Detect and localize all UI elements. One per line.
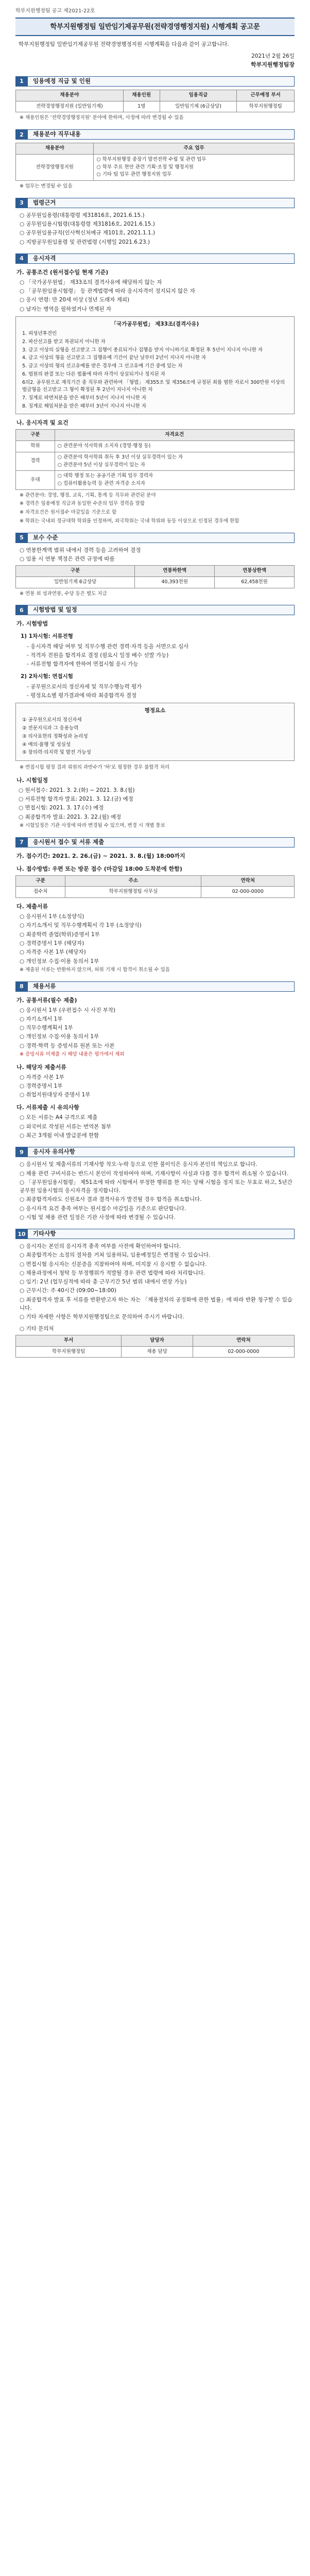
list-item: - 응시자격 해당 여부 및 직무수행 관련 경력·자격 등을 서면으로 심사	[27, 643, 189, 650]
stage-title: 2) 2차시험: 면접시험	[21, 673, 73, 680]
section-note: ※ 제출된 서류는 반환하지 않으며, 허위 기재 시 합격이 취소될 수 있음	[20, 967, 170, 973]
list-item: - 공무원으로서의 정신자세 및 직무수행능력 평가	[27, 683, 142, 690]
list-item: ○ 경력증명서 1부 (해당자)	[20, 940, 84, 946]
cautions-list	[20, 1160, 295, 1222]
misc-list	[20, 1242, 295, 1321]
table-cell: ○ 관련분야 석사학위 소지자 (경영·행정 등)	[55, 441, 294, 452]
section-3	[15, 198, 295, 246]
section-1-header	[15, 76, 295, 87]
section-title: 시험방법 및 일정	[28, 605, 295, 615]
list-item: ○ 자격증 사본 1부 (해당자)	[20, 949, 86, 956]
duties-table	[15, 143, 295, 181]
section-note: ※ 자격요건은 원서접수 마감일을 기준으로 함	[20, 510, 117, 516]
required-docs-list	[20, 1006, 295, 1050]
section-note: ※ 관련분야: 경영, 행정, 교육, 기획, 통계 등 직무와 관련된 분야	[20, 492, 156, 498]
section-title: 법령근거	[28, 198, 295, 208]
section-1	[15, 76, 295, 122]
list-item: ○ 자기소개서 1부	[20, 1015, 63, 1022]
table-header: 연봉하한액	[135, 566, 215, 577]
submission-table	[15, 875, 295, 898]
stage1-list	[20, 642, 295, 669]
table-header: 구분	[16, 566, 135, 577]
table-cell: ○ 대학 행정 또는 공공기관 기획 업무 경력자 ○ 컴퓨터활용능력 등 관련 자격증 소지자	[55, 471, 294, 489]
list-item: ○ 응시원서 1부 (우편접수 시 사진 부착)	[20, 1007, 116, 1013]
table-header: 담당자	[122, 1335, 193, 1346]
section-title: 채용분야 직무내용	[28, 129, 295, 140]
section-title: 임용예정 직급 및 인원	[28, 76, 295, 87]
list-item: ○ 직무수행계획서 1부	[20, 1025, 73, 1031]
doc-notes-list	[20, 1113, 295, 1140]
subsection-title: 나. 시험일정	[16, 776, 48, 784]
section-number: 7	[15, 837, 28, 848]
stage2-list	[20, 683, 295, 700]
list-item: ○ 지방공무원임용령 및 관련법령 (시행일 2021.6.23.)	[20, 239, 150, 245]
box-title: 평정요소	[144, 707, 166, 714]
section-7	[15, 837, 295, 974]
section-5-header	[15, 533, 295, 543]
duties-cell	[94, 154, 295, 180]
list-item: ○ 공무원임용시험령(대통령령 제31816호, 2021.6.15.)	[20, 221, 155, 228]
section-4	[15, 253, 295, 526]
duty-item: ○ 기타 팀 업무 관련 행정지원 업무	[96, 172, 172, 178]
law-list	[20, 211, 295, 246]
section-9-header	[15, 1147, 295, 1157]
issuer-name: 학부지원행정팀장	[250, 61, 295, 68]
salary-table	[15, 565, 295, 588]
intro-text: 학부지원행정팀 일반임기제공무원 전략경영행정지원 시행계획을 다음과 같이 공고합니다.	[19, 41, 229, 48]
contact-table	[15, 1335, 295, 1358]
section-note: ※ 채용인원은 '전략경영행정지원' 분야에 한하며, 사정에 따라 변경될 수 있음	[20, 115, 184, 121]
list-item: - 적격자 전원을 합격자로 결정 (필요시 일정 배수 선발 가능)	[27, 652, 169, 658]
section-10	[15, 1229, 295, 1358]
page-title: 학부지원행정팀 일반임기제공무원(전략경영행정지원) 시행계획 공고문	[15, 18, 295, 37]
list-item: ○ 최근 3개월 이내 발급분에 한함	[20, 1132, 99, 1139]
section-title: 응시자 유의사항	[28, 1147, 295, 1157]
list-item: 6. 법원의 판결 또는 다른 법률에 따라 자격이 상실되거나 정지된 자	[22, 371, 165, 377]
section-5	[15, 533, 295, 598]
list-item: ○ 응시원서 및 제출서류의 기재사항 착오·누락 등으로 인한 불이익은 응시자 본인의 책임으로 합니다.	[20, 1161, 257, 1168]
section-title: 채용서류	[28, 981, 295, 992]
list-item: ○ 공무원임용규칙(인사혁신처예규 제101호, 2021.1.1.)	[20, 230, 156, 236]
section-number: 5	[15, 533, 28, 543]
table-cell: 학부지원행정팀 사무실	[65, 887, 201, 898]
table-cell: ○ 관련분야 학사학위 취득 후 3년 이상 실무경력이 있는 자 ○ 관련분야 5년 이상 실무경력이 있는 자	[55, 452, 294, 470]
table-cell: 전략경영행정지원 (일반임기제)	[16, 101, 124, 112]
subsection-title: 가. 공통서류(필수 제출)	[16, 996, 77, 1004]
list-item: 8. 징계로 해임처분을 받은 때부터 3년이 지나지 아니한 자	[22, 403, 147, 409]
list-item: ○ 외국어로 작성된 서류는 번역본 첨부	[20, 1123, 111, 1130]
list-item: ○ 최종학력 졸업(학위)증명서 1부	[20, 931, 100, 938]
subsection-title: 나. 응시자격 및 요건	[16, 419, 68, 427]
table-header: 연락처	[201, 875, 295, 887]
list-item: 5. 금고 이상의 형의 선고유예를 받은 경우에 그 선고유예 기간 중에 있는 자	[22, 363, 183, 369]
table-cell: 전략경영행정지원	[16, 154, 94, 180]
table-header: 임용직급	[160, 90, 237, 101]
table-cell: 학부지원행정팀	[237, 101, 295, 112]
list-item: ○ 연봉한계액 범위 내에서 경력 등을 고려하여 결정	[20, 547, 141, 553]
section-note: ※ 시험일정은 기관 사정에 따라 변경될 수 있으며, 변경 시 개별 통보	[20, 822, 165, 828]
documents-list	[20, 912, 295, 965]
section-2-header	[15, 129, 295, 140]
list-item: ○ 경력증명서 1부	[20, 1082, 63, 1089]
evaluation-list	[22, 717, 289, 757]
table-cell: 일반임기제 (6급상당)	[160, 101, 237, 112]
table-cell: 우대	[16, 471, 55, 489]
schedule-item: ○ 서류전형 합격자 발표: 2021. 3. 12.(금) 예정	[19, 796, 133, 803]
list-item: ① 공무원으로서의 정신자세	[22, 717, 82, 723]
list-item: ○ 「공무원임용시험령」 등 관계법령에 따라 응시자격이 정지되지 않은 자	[20, 288, 195, 295]
list-item: ○ 자격증 사본 1부	[20, 1074, 64, 1080]
section-number: 1	[15, 76, 28, 87]
list-item: ○ 공무원임용령(대통령령 제31816호, 2021.6.15.)	[20, 212, 145, 218]
table-cell: 학위	[16, 441, 55, 452]
table-cell: 일반임기제 6급상당	[16, 577, 135, 588]
table-cell: 접수처	[16, 887, 65, 898]
list-item: ③ 의사표현의 정확성과 논리성	[22, 733, 88, 739]
section-number: 4	[15, 253, 28, 264]
section-number: 8	[15, 981, 28, 992]
schedule-list	[19, 786, 295, 821]
list-item: 1. 피성년후견인	[22, 331, 57, 337]
schedule-item: ○ 원서접수: 2021. 3. 2.(화) ~ 2021. 3. 8.(월)	[19, 787, 135, 793]
subsection-title: 가. 시험방법	[16, 620, 48, 628]
section-number: 10	[15, 1229, 28, 1239]
subsection-title: 가. 접수기간: 2021. 2. 26.(금) ~ 2021. 3. 8.(월) 18:00까지	[16, 852, 185, 859]
list-item: ○ 남자는 병역을 필하였거나 면제된 자	[20, 306, 111, 312]
list-item: ○ 응시 연령: 만 20세 이상 (정년 도래자 제외)	[20, 297, 130, 303]
table-header: 채용인원	[123, 90, 160, 101]
list-item: 7. 징계로 파면처분을 받은 때부터 5년이 지나지 아니한 자	[22, 395, 147, 401]
section-6-header	[15, 605, 295, 615]
list-item: ○ 채용과정에서 청탁 등 부정행위가 적발될 경우 관련 법령에 따라 처리합니다.	[20, 1269, 205, 1276]
section-4-header	[15, 253, 295, 264]
list-item: - 평정요소별 평가결과에 따라 최종합격자 결정	[27, 692, 137, 699]
table-cell: 경력	[16, 452, 55, 470]
list-item: ○ 「공무원임용시험령」 제51조에 따라 시험에서 부정한 행위를 한 자는 당해 시험을 정지 또는 무효로 하고, 5년간 공무원 임용시험의 응시자격을 정지합니다.	[20, 1179, 292, 1194]
position-table	[15, 90, 295, 112]
list-item: ○ 최종합격자 발표 후 서류를 반환받고자 하는 자는 「채용절차의 공정화에 관한 법률」에 따라 반환 청구할 수 있습니다.	[20, 1296, 292, 1311]
list-item: 3. 금고 이상의 실형을 선고받고 그 집행이 종료되거나 집행을 받지 아니하기로 확정된 후 5년이 지나지 아니한 자	[22, 347, 263, 353]
list-item: 2. 파산선고를 받고 복권되지 아니한 자	[22, 338, 106, 345]
list-item: ○ 「국가공무원법」 제33조의 결격사유에 해당하지 않는 자	[20, 279, 162, 285]
section-8	[15, 981, 295, 1140]
table-header: 연락처	[193, 1335, 294, 1346]
table-header: 자격요건	[55, 430, 294, 441]
table-header: 근무예정 부서	[237, 90, 295, 101]
table-header: 채용분야	[16, 143, 94, 155]
list-item: ○ 시험 및 채용 관련 일정은 기관 사정에 따라 변경될 수 있습니다.	[20, 1214, 176, 1221]
table-header: 구분	[16, 875, 65, 887]
section-3-header	[15, 198, 295, 208]
duty-item: ○ 학부 주요 현안 관련 기획·조정 및 행정지원	[96, 164, 194, 170]
contact-intro: ○ 기타 문의처	[20, 1325, 54, 1332]
list-item: ○ 응시원서 1부 (소정양식)	[20, 913, 84, 920]
table-header: 주소	[65, 875, 201, 887]
list-item: ④ 예의·품행 및 성실성	[22, 741, 71, 748]
table-cell: 40,393천원	[135, 577, 215, 588]
announce-date: 2021년 2월 26일	[251, 53, 295, 59]
list-item: ○ 기타 자세한 사항은 학부지원행정팀으로 문의하여 주시기 바랍니다.	[20, 1314, 184, 1320]
list-item: ○ 최종합격자는 소정의 절차를 거쳐 임용하되, 임용예정일은 변경될 수 있습니다.	[20, 1252, 211, 1259]
section-title: 보수 수준	[28, 533, 295, 543]
list-item: ○ 응시자는 본인의 응시자격 충족 여부를 사전에 확인하여야 합니다.	[20, 1243, 181, 1250]
common-conditions	[20, 278, 295, 313]
list-item: ○ 취업지원대상자 증명서 1부	[20, 1092, 91, 1098]
section-note: ※ 면접시험 평정 결과 위원의 과반수가 '하'로 평정한 경우 불합격 처리	[20, 765, 170, 771]
section-6	[15, 605, 295, 829]
list-item: ○ 임용 시 연봉 책정은 관련 규정에 따름	[20, 555, 115, 562]
section-2	[15, 129, 295, 191]
table-header: 구분	[16, 430, 55, 441]
announce-number: 학부지원행정팀 공고 제2021-22호	[15, 8, 95, 14]
table-header: 부서	[16, 1335, 122, 1346]
subsection-title: 다. 제출서류	[16, 903, 48, 910]
list-item: ○ 응시자격 요건 충족 여부는 원서접수 마감일을 기준으로 판단합니다.	[20, 1205, 186, 1212]
evaluation-box	[15, 703, 295, 761]
section-10-header	[15, 1229, 295, 1239]
table-header: 채용분야	[16, 90, 124, 101]
section-title: 응시자격	[28, 253, 295, 264]
table-header: 주요 업무	[94, 143, 295, 155]
subsection-title: 다. 서류제출 시 유의사항	[16, 1104, 79, 1111]
duty-item: ○ 학부지원행정 중장기 발전전략 수립 및 관련 업무	[96, 156, 206, 162]
criteria-table	[15, 429, 295, 489]
table-cell: 학부지원행정팀	[16, 1346, 122, 1358]
list-item: ○ 개인정보 수집·이용 동의서 1부	[20, 958, 99, 964]
schedule-item: ○ 면접시험: 2021. 3. 17.(수) 예정	[19, 805, 104, 811]
section-note: ※ 업무는 변경될 수 있음	[20, 183, 73, 190]
salary-list	[20, 546, 295, 564]
table-cell: 62,458천원	[215, 577, 295, 588]
section-note: ※ 학위는 국내외 정규대학 학위를 인정하며, 외국학위는 국내 학위와 동등 이상으로 인정된 경우에 한함	[20, 518, 239, 524]
list-item: ○ 근무시간: 주 40시간 (09:00~18:00)	[20, 1287, 116, 1294]
list-item: ② 전문지식과 그 응용능력	[22, 725, 79, 732]
section-8-header	[15, 981, 295, 992]
stage-title: 1) 1차시험: 서류전형	[21, 633, 73, 640]
table-cell: 02-000-0000	[201, 887, 295, 898]
list-item: ○ 최종합격자라도 신원조사 결과 결격사유가 발견될 경우 합격을 취소합니다.	[20, 1196, 202, 1203]
section-7-header	[15, 837, 295, 848]
section-note: ※ 경력은 임용예정 직급과 동일한 수준의 업무 경력을 말함	[20, 501, 145, 507]
list-item: 6의2. 공무원으로 재직기간 중 직무와 관련하여 「형법」 제355조 및 제356조에 규정된 죄를 범한 자로서 300만원 이상의 벌금형을 선고받고 그 형이 확정된 후 2년이 지나지 아니한 자	[22, 379, 285, 393]
list-item: ○ 개인정보 수집·이용 동의서 1부	[20, 1033, 99, 1040]
list-item: ○ 면접시험 응시자는 신분증을 지참하여야 하며, 미지참 시 응시할 수 없습니다.	[20, 1261, 207, 1267]
section-note: ※ 연봉 외 성과연봉, 수당 등은 별도 지급	[20, 590, 107, 597]
list-item: ○ 모든 서류는 A4 규격으로 제출	[20, 1114, 98, 1121]
subsection-title: 나. 접수방법: 우편 또는 방문 접수 (마감일 18:00 도착분에 한함)	[16, 865, 182, 872]
list-item: ○ 임기: 2년 (업무실적에 따라 총 근무기간 5년 범위 내에서 연장 가능)	[20, 1279, 187, 1285]
section-9	[15, 1147, 295, 1222]
section-title: 기타사항	[28, 1229, 295, 1239]
list-item: ○ 경력·학력 등 증빙서류 원본 또는 사본	[20, 1042, 115, 1049]
table-cell: 1명	[123, 101, 160, 112]
section-title: 응시원서 접수 및 서류 제출	[28, 837, 295, 848]
section-number: 9	[15, 1147, 28, 1157]
list-item: ⑤ 창의력·의지력 및 발전 가능성	[22, 750, 91, 756]
list-item: - 서류전형 합격자에 한하여 면접시험 응시 가능	[27, 661, 139, 668]
section-number: 2	[15, 129, 28, 140]
subsection-title: 가. 공통조건 (원서접수일 현재 기준)	[16, 268, 109, 276]
section-note: ※ 증빙서류 미제출 시 해당 내용은 평가에서 제외	[20, 1051, 125, 1057]
section-number: 3	[15, 198, 28, 208]
list-item: ○ 채용 관련 구비서류는 반드시 본인이 작성하여야 하며, 기재사항이 사실과 다를 경우 합격이 취소될 수 있습니다.	[20, 1170, 289, 1177]
list-item: ○ 자기소개서 및 직무수행계획서 각 1부 (소정양식)	[20, 922, 142, 929]
disqualification-list	[22, 330, 289, 410]
disqualification-box	[15, 316, 295, 414]
subsection-title: 나. 해당자 제출서류	[16, 1063, 66, 1071]
schedule-item: ○ 최종합격자 발표: 2021. 3. 22.(월) 예정	[19, 814, 122, 820]
section-number: 6	[15, 605, 28, 615]
list-item: 4. 금고 이상의 형을 선고받고 그 집행유예 기간이 끝난 날부터 2년이 지나지 아니한 자	[22, 355, 206, 361]
table-cell: 02-000-0000	[193, 1346, 294, 1358]
box-title: 「국가공무원법」 제33조(결격사유)	[111, 320, 199, 327]
table-header: 연봉상한액	[215, 566, 295, 577]
table-cell: 채용 담당	[122, 1346, 193, 1358]
optional-docs-list	[20, 1073, 295, 1099]
